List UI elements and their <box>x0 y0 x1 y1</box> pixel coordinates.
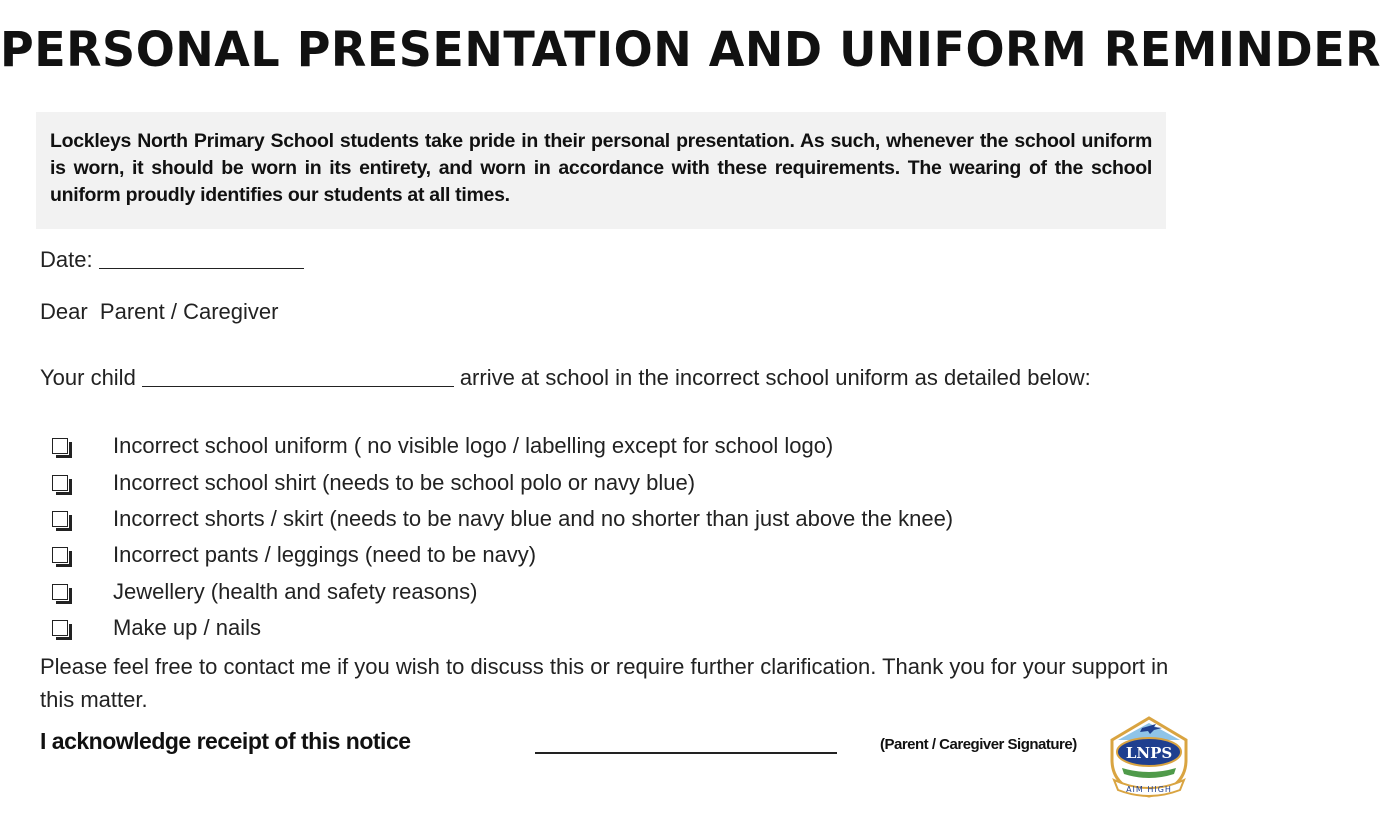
checkbox-icon <box>52 620 68 636</box>
signature-line <box>535 752 837 754</box>
uniform-checklist <box>52 428 953 646</box>
checklist-item-label: Jewellery (health and safety reasons) <box>113 578 478 604</box>
signature-label: (Parent / Caregiver Signature) <box>880 736 1077 753</box>
checklist-item <box>52 501 953 537</box>
school-logo-icon <box>1104 710 1194 800</box>
checklist-item-label: Incorrect school shirt (needs to be school polo or navy blue) <box>113 469 696 495</box>
acknowledge-text: I acknowledge receipt of this notice <box>40 728 411 754</box>
salutation: Dear Parent / Caregiver <box>40 299 279 324</box>
child-name-blank-line <box>142 364 454 387</box>
checkbox-icon <box>52 547 68 563</box>
checklist-item <box>52 464 953 500</box>
intro-box: Lockleys North Primary School students take pride in their personal presentation. As such, whenever the school uniform is worn, it should be worn in its entirety, and worn in accordance with these requirements. The wearing of the school uniform proudly identifies our students at all times. <box>36 112 1166 229</box>
checklist-item-label: Make up / nails <box>113 615 261 641</box>
date-row <box>40 246 304 273</box>
checkbox-icon <box>52 438 68 454</box>
checkbox-icon <box>52 475 68 491</box>
date-blank-line <box>99 246 304 269</box>
notice-title: PERSONAL PRESENTATION AND UNIFORM REMINDER <box>0 20 1381 78</box>
checklist-item <box>52 610 953 646</box>
logo-motto: AIM HIGH <box>1126 785 1172 794</box>
checklist-item <box>52 428 953 464</box>
checklist-item-label: Incorrect school uniform ( no visible logo / labelling except for school logo) <box>113 433 834 459</box>
logo-initials: LNPS <box>1125 744 1173 762</box>
checklist-item-label: Incorrect shorts / skirt (needs to be navy blue and no shorter than just above the knee) <box>113 505 954 531</box>
checklist-item <box>52 574 953 610</box>
checkbox-icon <box>52 584 68 600</box>
child-paragraph <box>40 360 1165 395</box>
checkbox-icon <box>52 511 68 527</box>
para1-end: arrive at school in the incorrect school uniform as detailed below: <box>459 365 1091 390</box>
checklist-item-label: Incorrect pants / leggings (need to be navy) <box>113 542 537 568</box>
para1-start: Your child <box>40 365 136 390</box>
closing-paragraph: Please feel free to contact me if you wish to discuss this or require further clarification. Thank you for your support in this matter. <box>40 654 1169 712</box>
date-label: Date: <box>40 247 93 272</box>
checklist-item <box>52 537 953 573</box>
